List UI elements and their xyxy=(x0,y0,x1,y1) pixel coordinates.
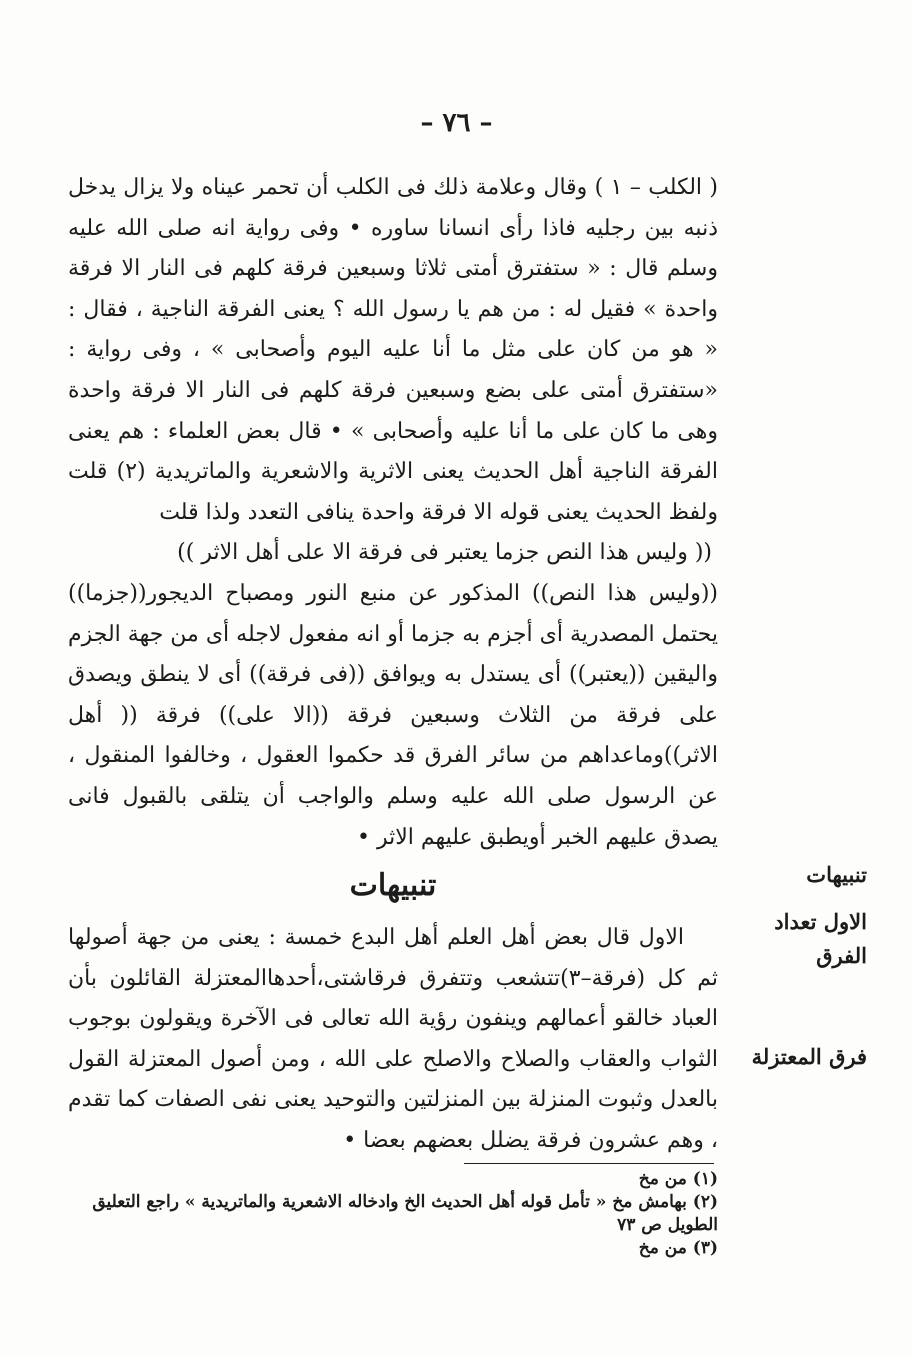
paragraph: الاول قال بعض أهل العلم أهل البدع خمسة : يعنى من جهة أصولها ثم كل (فرقة–٣)تتشعب وتتفرق فرقاشتى،أحدهاالمعتزلة القائلون بأن العباد خالقو أعمالهم وينفون رؤية الله تعالى فى الآخرة ويقولون بوجوب الثواب والعقاب والصلاح والاصلح على الله ، ومن أصول المعتزلة القول بالعدل وثبوت المنزلة بين المنزلتين والتوحيد يعنى نفى الصفات كما تقدم ، وهم عشرون فرقة يضلل بعضهم بعضا • xyxy=(68,925,719,1154)
footnotes xyxy=(68,1168,718,1260)
footnote: (٣) من مخ xyxy=(638,1238,718,1258)
page-number: – ٧٦ – xyxy=(420,108,493,138)
margin-note-first-count: الاول تعداد الفرق xyxy=(774,909,867,968)
section-heading: تنبيهات xyxy=(349,868,437,904)
footnote: (٢) بهامش مخ « تأمل قوله أهل الحديث الخ وادخاله الاشعرية والماتريدية » راجع التعليق الطويل ص ٧٣ xyxy=(92,1192,718,1235)
margin-note-mutazila: فرق المعتزلة xyxy=(751,1044,867,1069)
footnote-divider xyxy=(464,1163,714,1164)
margin-note-tanbihat: تنبيهات xyxy=(806,862,867,887)
verse-line: (( وليس هذا النص جزما يعتبر فى فرقة الا على أهل الاثر )) xyxy=(177,540,712,566)
paragraph: ((وليس هذا النص)) المذكور عن منبع النور ومصباح الديجور((جزما)) يحتمل المصدرية أى أجزم به جزما أو انه مفعول لاجله أى من جهة الجزم واليقين ((يعتبر)) أى يستدل به ويوافق ((فى فرقة)) أى لا ينطق ويصدق على فرقة من الثلاث وسبعين فرقة ((الا على)) فرقة (( أهل الاثر))وماعداهم من سائر الفرق قد حكموا العقول ، وخالفوا المنقول ، عن الرسول صلى الله عليه وسلم والواجب أن يتلقى بالقبول فانى يصدق عليهم الخبر أويطبق عليهم الاثر • xyxy=(68,580,718,850)
footnote: (١) من مخ xyxy=(638,1169,718,1189)
paragraph: ( الكلب – ١ ) وقال وعلامة ذلك فى الكلب أن تحمر عيناه ولا يزال يدخل ذنبه بين رجليه فاذا رأى انسانا ساوره • وفى رواية انه صلى الله عليه وسلم قال : « ستفترق أمتى ثلاثا وسبعين فرقة كلهم فى النار الا فرقة واحدة » فقيل له : من هم يا رسول الله ؟ يعنى الفرقة الناجية ، فقال : « هو من كان على مثل ما أنا عليه اليوم وأصحابى » ، وفى رواية : «ستفترق أمتى على بضع وسبعين فرقة كلهم فى النار الا فرقة واحدة وهى ما كان على ما أنا عليه وأصحابى » • قال بعض العلماء : هم يعنى الفرقة الناجية أهل الحديث يعنى الاثرية والاشعرية والماتريدية (٢) قلت ولفظ الحديث يعنى قوله الا فرقة واحدة ينافى التعدد ولذا قلت xyxy=(68,175,719,525)
main-text xyxy=(68,168,718,1162)
